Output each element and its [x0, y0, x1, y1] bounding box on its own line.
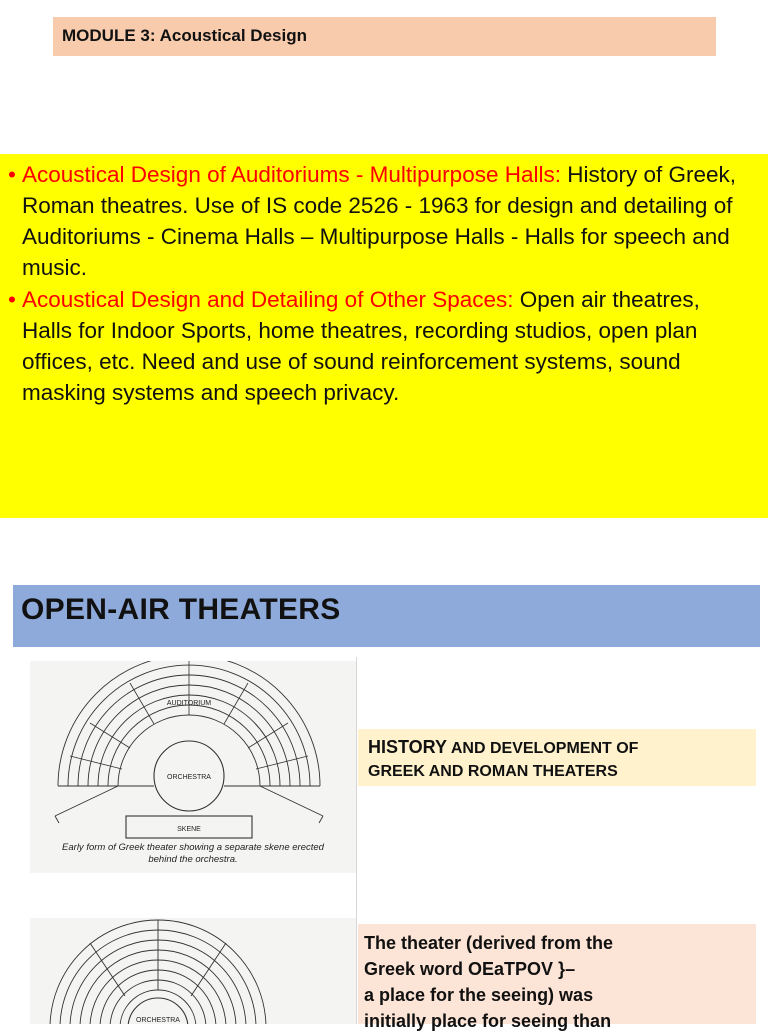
syllabus-item-text — [22, 159, 756, 283]
orchestra-label: ORCHESTRA — [136, 1017, 180, 1024]
theater-definition-callout — [358, 924, 756, 1031]
syllabus-box — [0, 154, 768, 518]
definition-line: a place for the seeing) was — [364, 985, 594, 1005]
column-divider — [356, 657, 357, 1024]
module-title-bar — [53, 17, 716, 56]
auditorium-label: AUDITORIUM — [166, 700, 212, 707]
section-title: OPEN-AIR THEATERS — [21, 593, 341, 626]
history-rest: AND DEVELOPMENT OF — [447, 740, 639, 757]
roman-theater-plan-image — [30, 918, 356, 1024]
theater-plan-drawing — [30, 661, 356, 841]
skene-label: SKENE — [177, 826, 201, 833]
definition-line: The theater (derived from the — [364, 933, 614, 953]
definition-line: Greek word OEaTPOV }– — [364, 959, 576, 979]
syllabus-item-body: History of Greek, Roman theatres. Use of IS code 2526 - 1963 for design and detailing of Auditoriums - Cinema Halls – Multipurpose Halls - Halls for speech and music. — [22, 162, 737, 280]
figure-caption — [30, 842, 356, 866]
definition-line: initially place for seeing than — [364, 1011, 612, 1031]
caption-line: behind the orchestra. — [148, 854, 238, 865]
history-line-2: GREEK AND ROMAN THEATERS — [368, 763, 618, 780]
bullet-dot: • — [8, 162, 16, 187]
syllabus-item-text — [22, 284, 756, 408]
history-callout — [358, 729, 756, 786]
history-word: HISTORY — [368, 737, 448, 757]
theater-plan-drawing-2 — [30, 918, 356, 1024]
syllabus-item-heading: Acoustical Design of Auditoriums - Multipurpose Halls: — [22, 162, 561, 187]
section-heading — [13, 585, 760, 647]
syllabus-item-auditoriums — [8, 159, 756, 283]
orchestra-label: ORCHESTRA — [167, 774, 211, 781]
syllabus-item-body: Open air theatres, Halls for Indoor Sports, home theatres, recording studios, open plan offices, etc. Need and use of sound reinforcement systems, sound masking systems and speech privacy. — [22, 287, 700, 405]
history-line-1 — [368, 736, 756, 760]
syllabus-item-other-spaces — [8, 284, 756, 408]
syllabus-item-heading: Acoustical Design and Detailing of Other Spaces: — [22, 287, 514, 312]
module-title: MODULE 3: Acoustical Design — [62, 26, 307, 45]
caption-line: Early form of Greek theater showing a separate skene erected — [62, 842, 324, 853]
bullet-dot: • — [8, 287, 16, 312]
greek-theater-plan-image — [30, 661, 356, 873]
